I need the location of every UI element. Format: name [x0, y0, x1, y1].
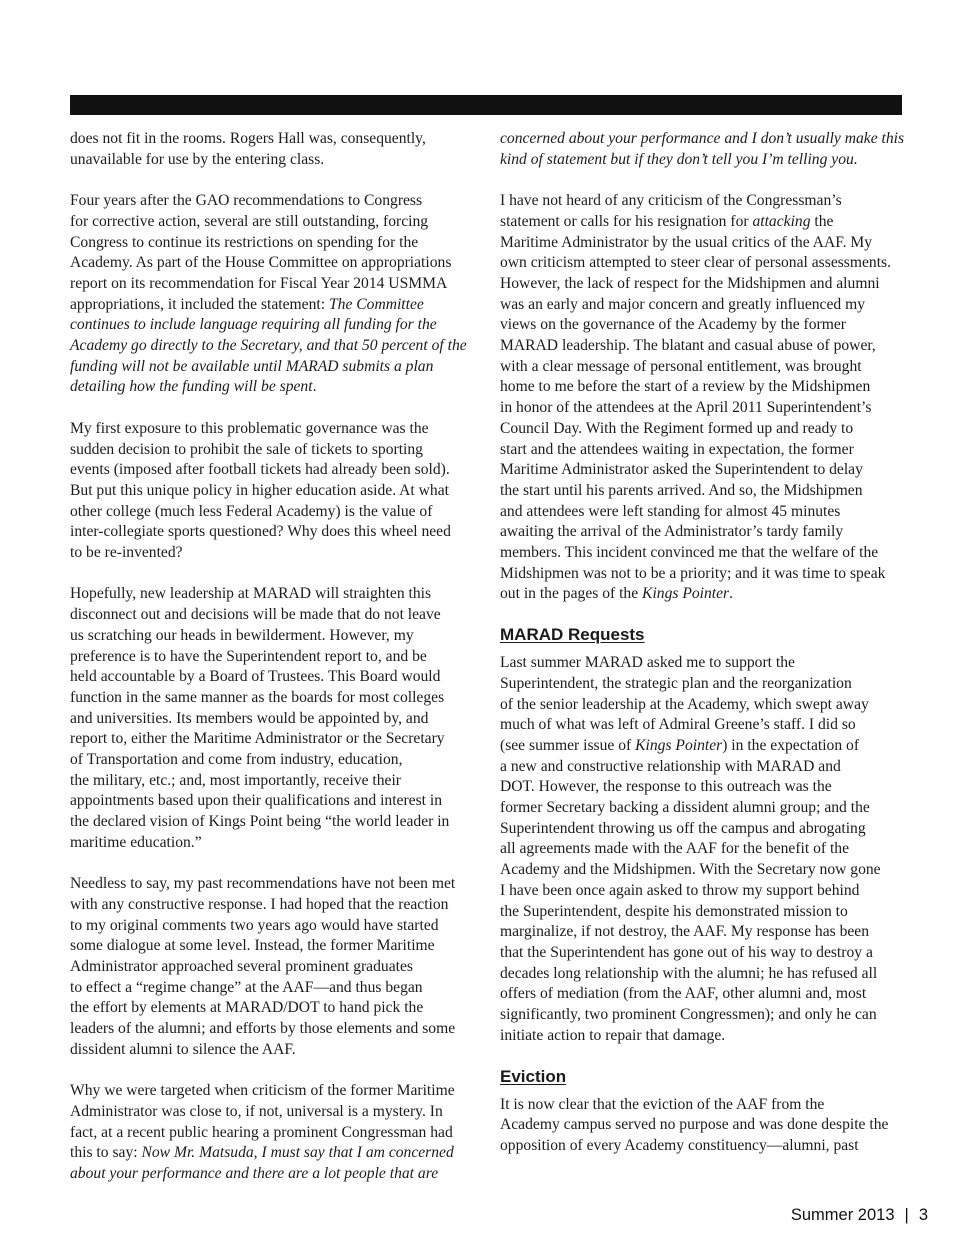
text-run: report on its recommendation for Fiscal Year 2014 USMMA: [70, 274, 448, 292]
text-line: [70, 150, 470, 171]
text-line: [70, 1102, 470, 1123]
italic-text: Kings Pointer: [635, 736, 723, 754]
text-line: [500, 1005, 902, 1026]
body-paragraph: [70, 1081, 470, 1185]
text-line: [500, 543, 902, 564]
text-line: [500, 357, 902, 378]
body-paragraph: [500, 129, 905, 170]
text-line: [70, 129, 470, 150]
text-run: disconnect out and decisions will be made that do not leave: [70, 606, 441, 624]
text-run: Academy. As part of the House Committee on appropriations: [70, 254, 452, 272]
text-line: [70, 791, 470, 812]
text-run: significantly, two prominent Congressmen); and only he can: [500, 1006, 877, 1024]
text-line: [500, 860, 902, 881]
text-line: [500, 715, 902, 736]
text-run: inter-collegiate sports questioned? Why does this wheel need: [70, 523, 451, 541]
text-line: [500, 964, 902, 985]
text-run: Midshipmen was not to be a priority; and it was time to speak: [500, 564, 886, 582]
text-run: dissident alumni to silence the AAF.: [70, 1040, 296, 1058]
body-paragraph: [500, 653, 902, 1046]
text-line: [70, 295, 470, 316]
text-run: for corrective action, several are still outstanding, forcing: [70, 212, 429, 230]
text-run: the Superintendent, despite his demonstrated mission to: [500, 902, 848, 920]
text-line: [500, 398, 902, 419]
text-run: with a clear message of personal entitlement, was brought: [500, 357, 862, 375]
text-run: ) in the expectation of: [722, 736, 860, 754]
right-intro: [500, 129, 905, 605]
text-run: maritime education.”: [70, 833, 202, 851]
text-run: the military, etc.; and, most importantly, receive their: [70, 771, 401, 789]
text-line: [70, 543, 470, 564]
text-line: [70, 667, 470, 688]
text-run: Superintendent throwing us off the campus and abrogating: [500, 819, 866, 837]
text-run: members. This incident convinced me that the welfare of the: [500, 544, 879, 562]
body-paragraph: [70, 419, 470, 564]
text-run: all agreements made with the AAF for the benefit of the: [500, 840, 850, 858]
body-paragraph: [70, 874, 470, 1060]
text-line: [500, 233, 902, 254]
text-line: [70, 522, 470, 543]
text-run: But put this unique policy in higher education aside. At what: [70, 481, 449, 499]
text-line: [70, 440, 470, 461]
text-run: with any constructive response. I had hoped that the reaction: [70, 895, 449, 913]
text-line: [70, 1123, 470, 1144]
right-column: [500, 129, 905, 1157]
text-line: [500, 336, 902, 357]
text-line: [70, 233, 470, 254]
page-number: 3: [918, 1206, 928, 1224]
issue-label: Summer 2013: [790, 1206, 895, 1224]
text-run: this to say:: [70, 1144, 142, 1162]
text-line: [70, 584, 470, 605]
text-line: [500, 819, 902, 840]
header-rule-bar: [70, 95, 902, 115]
text-run: unavailable for use by the entering class.: [70, 150, 325, 168]
text-run: initiate action to repair that damage.: [500, 1026, 726, 1044]
section-eviction-body: [500, 1095, 902, 1157]
text-run: held accountable by a Board of Trustees. This Board would: [70, 668, 441, 686]
text-line: [70, 812, 470, 833]
text-line: [70, 605, 470, 626]
text-run: .: [312, 378, 317, 396]
text-line: [500, 522, 902, 543]
section-marad-requests-body: [500, 653, 902, 1046]
text-line: [500, 653, 902, 674]
text-run: former Secretary backing a dissident alumni group; and the: [500, 799, 870, 817]
text-line: [500, 440, 902, 461]
text-line: [500, 295, 902, 316]
text-run: Why we were targeted when criticism of the former Maritime: [70, 1082, 455, 1100]
text-line: [70, 647, 470, 668]
text-run: It is now clear that the eviction of the AAF from the: [500, 1095, 825, 1113]
text-run: to my original comments two years ago would have started: [70, 916, 439, 934]
text-line: [70, 481, 470, 502]
text-run: offers of mediation (from the AAF, other alumni and, most: [500, 985, 867, 1003]
text-run: decades long relationship with the alumni; he has refused all: [500, 964, 878, 982]
text-line: [500, 798, 902, 819]
text-line: [70, 709, 470, 730]
text-run: Superintendent, the strategic plan and the reorganization: [500, 674, 852, 692]
text-run: Council Day. With the Regiment formed up and ready to: [500, 419, 854, 437]
text-line: [70, 978, 470, 999]
italic-text: The Committee: [328, 295, 424, 313]
italic-text: funding will not be available until MARAD submits a plan: [70, 357, 434, 375]
text-line: [500, 460, 902, 481]
text-run: the declared vision of Kings Point being “the world leader in: [70, 813, 450, 831]
text-run: sudden decision to prohibit the sale of tickets to sporting: [70, 440, 423, 458]
text-line: [70, 936, 470, 957]
text-line: [70, 1040, 470, 1061]
text-line: [70, 419, 470, 440]
body-paragraph: [500, 191, 902, 605]
text-run: much of what was left of Admiral Greene’s staff. I did so: [500, 716, 856, 734]
left-column: [70, 129, 470, 1185]
text-run: Four years after the GAO recommendations to Congress: [70, 192, 423, 210]
text-run: the start until his parents arrived. And so, the Midshipmen: [500, 481, 863, 499]
text-run: DOT. However, the response to this outreach was the: [500, 778, 832, 796]
text-line: [500, 1115, 902, 1136]
text-run: Needless to say, my past recommendations have not been met: [70, 875, 456, 893]
text-line: [500, 839, 902, 860]
text-line: [500, 419, 902, 440]
text-line: [70, 460, 470, 481]
text-run: the effort by elements at MARAD/DOT to hand pick the: [70, 999, 424, 1017]
text-run: (see summer issue of: [500, 736, 636, 754]
text-run: Maritime Administrator by the usual critics of the AAF. My: [500, 233, 873, 251]
text-line: [70, 1164, 470, 1185]
text-run: Administrator approached several prominent graduates: [70, 958, 413, 976]
text-line: [500, 1095, 902, 1116]
text-line: [500, 984, 902, 1005]
text-run: does not fit in the rooms. Rogers Hall was, consequently,: [70, 130, 426, 147]
text-line: [70, 1019, 470, 1040]
body-paragraph: [70, 191, 470, 398]
body-paragraph: [70, 129, 470, 170]
text-run: opposition of every Academy constituency—alumni, past: [500, 1136, 859, 1154]
text-line: [70, 357, 470, 378]
text-run: MARAD leadership. The blatant and casual abuse of power,: [500, 337, 876, 355]
text-run: some dialogue at some level. Instead, the former Maritime: [70, 937, 435, 955]
text-line: [500, 129, 905, 150]
italic-text: Academy go directly to the Secretary, and that 50 percent of the: [70, 337, 467, 355]
italic-text: about your performance and there are a lot people that are: [70, 1165, 439, 1183]
text-line: [70, 916, 470, 937]
text-line: [70, 771, 470, 792]
text-run: statement or calls for his resignation for: [500, 212, 753, 230]
page-footer: [791, 1206, 928, 1225]
text-line: [70, 957, 470, 978]
footer-separator: |: [904, 1206, 909, 1224]
text-line: [500, 584, 902, 605]
text-line: [500, 695, 902, 716]
text-run: views on the governance of the Academy by the former: [500, 316, 846, 334]
text-run: Congress to continue its restrictions on spending for the: [70, 233, 419, 251]
text-run: us scratching our heads in bewilderment. However, my: [70, 626, 414, 644]
italic-text: attacking: [752, 212, 811, 230]
text-line: [500, 481, 902, 502]
text-run: start and the attendees waiting in expectation, the former: [500, 440, 854, 458]
text-line: [70, 729, 470, 750]
italic-text: detailing how the funding will be spent: [70, 378, 313, 396]
text-line: [500, 777, 902, 798]
italic-text: kind of statement but if they don’t tell you I’m telling you.: [500, 150, 858, 168]
text-line: [500, 757, 902, 778]
text-run: other college (much less Federal Academy) is the value of: [70, 502, 433, 520]
text-line: [70, 688, 470, 709]
text-run: My first exposure to this problematic governance was the: [70, 419, 429, 437]
body-paragraph: [500, 1095, 902, 1157]
text-run: I have been once again asked to throw my support behind: [500, 881, 860, 899]
text-line: [70, 874, 470, 895]
text-line: [500, 502, 902, 523]
text-line: [500, 564, 902, 585]
text-run: function in the same manner as the boards for most colleges: [70, 688, 445, 706]
text-line: [500, 150, 902, 171]
text-run: was an early and major concern and greatly influenced my: [500, 295, 865, 313]
text-line: [70, 502, 470, 523]
body-paragraph: [70, 584, 470, 853]
text-line: [500, 377, 902, 398]
text-run: in honor of the attendees at the April 2011 Superintendent’s: [500, 399, 872, 417]
text-line: [70, 626, 470, 647]
text-run: Academy campus served no purpose and was done despite the: [500, 1116, 889, 1134]
text-run: marginalize, if not destroy, the AAF. My response has been: [500, 923, 870, 941]
text-run: awaiting the arrival of the Administrator’s tardy family: [500, 523, 844, 541]
text-run: appropriations, it included the statement:: [70, 295, 329, 313]
text-run: fact, at a recent public hearing a prominent Congressman had: [70, 1123, 453, 1141]
text-run: Academy and the Midshipmen. With the Secretary now gone: [500, 861, 881, 879]
text-run: a new and constructive relationship with MARAD and: [500, 757, 841, 775]
text-line: [70, 833, 470, 854]
text-run: I have not heard of any criticism of the Congressman’s: [500, 192, 842, 210]
text-run: to effect a “regime change” at the AAF—and thus began: [70, 978, 423, 996]
text-run: out in the pages of the: [500, 585, 643, 603]
text-line: [70, 253, 470, 274]
text-run: own criticism attempted to steer clear of personal assessments.: [500, 254, 892, 272]
text-line: [70, 998, 470, 1019]
text-line: [70, 336, 470, 357]
text-line: [70, 750, 470, 771]
text-run: report to, either the Maritime Administrator or the Secretary: [70, 730, 445, 748]
text-run: home to me before the start of a review by the Midshipmen: [500, 378, 871, 396]
text-line: [500, 212, 902, 233]
text-run: to be re-invented?: [70, 544, 183, 562]
text-line: [500, 736, 902, 757]
text-line: [70, 191, 470, 212]
italic-text: continues to include language requiring all funding for the: [70, 316, 437, 334]
text-run: appointments based upon their qualifications and interest in: [70, 792, 442, 810]
text-line: [500, 191, 902, 212]
text-run: preference is to have the Superintendent report to, and be: [70, 647, 427, 665]
text-run: Maritime Administrator asked the Superintendent to delay: [500, 461, 863, 479]
text-line: [500, 922, 902, 943]
text-line: [70, 1081, 470, 1102]
section-heading-marad-requests: MARAD Requests: [500, 625, 645, 645]
text-line: [500, 253, 902, 274]
text-line: [70, 315, 470, 336]
text-line: [500, 274, 902, 295]
text-run: of Transportation and come from industry, education,: [70, 751, 403, 769]
text-run: of the senior leadership at the Academy, which swept away: [500, 695, 869, 713]
text-line: [500, 315, 902, 336]
text-run: and universities. Its members would be appointed by, and: [70, 709, 429, 727]
text-run: However, the lack of respect for the Midshipmen and alumni: [500, 274, 880, 292]
italic-text: concerned about your performance and I don’t usually make this: [500, 130, 905, 147]
text-run: and attendees were left standing for almost 45 minutes: [500, 502, 841, 520]
text-line: [500, 674, 902, 695]
text-line: [500, 902, 902, 923]
text-line: [70, 274, 470, 295]
text-line: [500, 1026, 902, 1047]
section-heading-eviction: Eviction: [500, 1066, 567, 1086]
text-run: Last summer MARAD asked me to support the: [500, 654, 795, 672]
text-run: leaders of the alumni; and efforts by those elements and some: [70, 1020, 456, 1038]
text-run: that the Superintendent has gone out of his way to destroy a: [500, 944, 873, 961]
text-line: [500, 943, 902, 964]
text-line: [70, 377, 470, 398]
text-line: [70, 212, 470, 233]
text-line: [70, 895, 470, 916]
text-line: [70, 1143, 470, 1164]
italic-text: Kings Pointer: [642, 585, 730, 603]
text-run: the: [810, 212, 834, 230]
text-run: events (imposed after football tickets had already been sold).: [70, 461, 450, 479]
italic-text: Now Mr. Matsuda, I must say that I am concerned: [141, 1144, 454, 1162]
text-run: Hopefully, new leadership at MARAD will straighten this: [70, 585, 432, 603]
text-run: .: [729, 585, 734, 603]
text-line: [500, 1136, 902, 1157]
text-line: [500, 881, 902, 902]
text-run: Administrator was close to, if not, universal is a mystery. In: [70, 1102, 443, 1120]
